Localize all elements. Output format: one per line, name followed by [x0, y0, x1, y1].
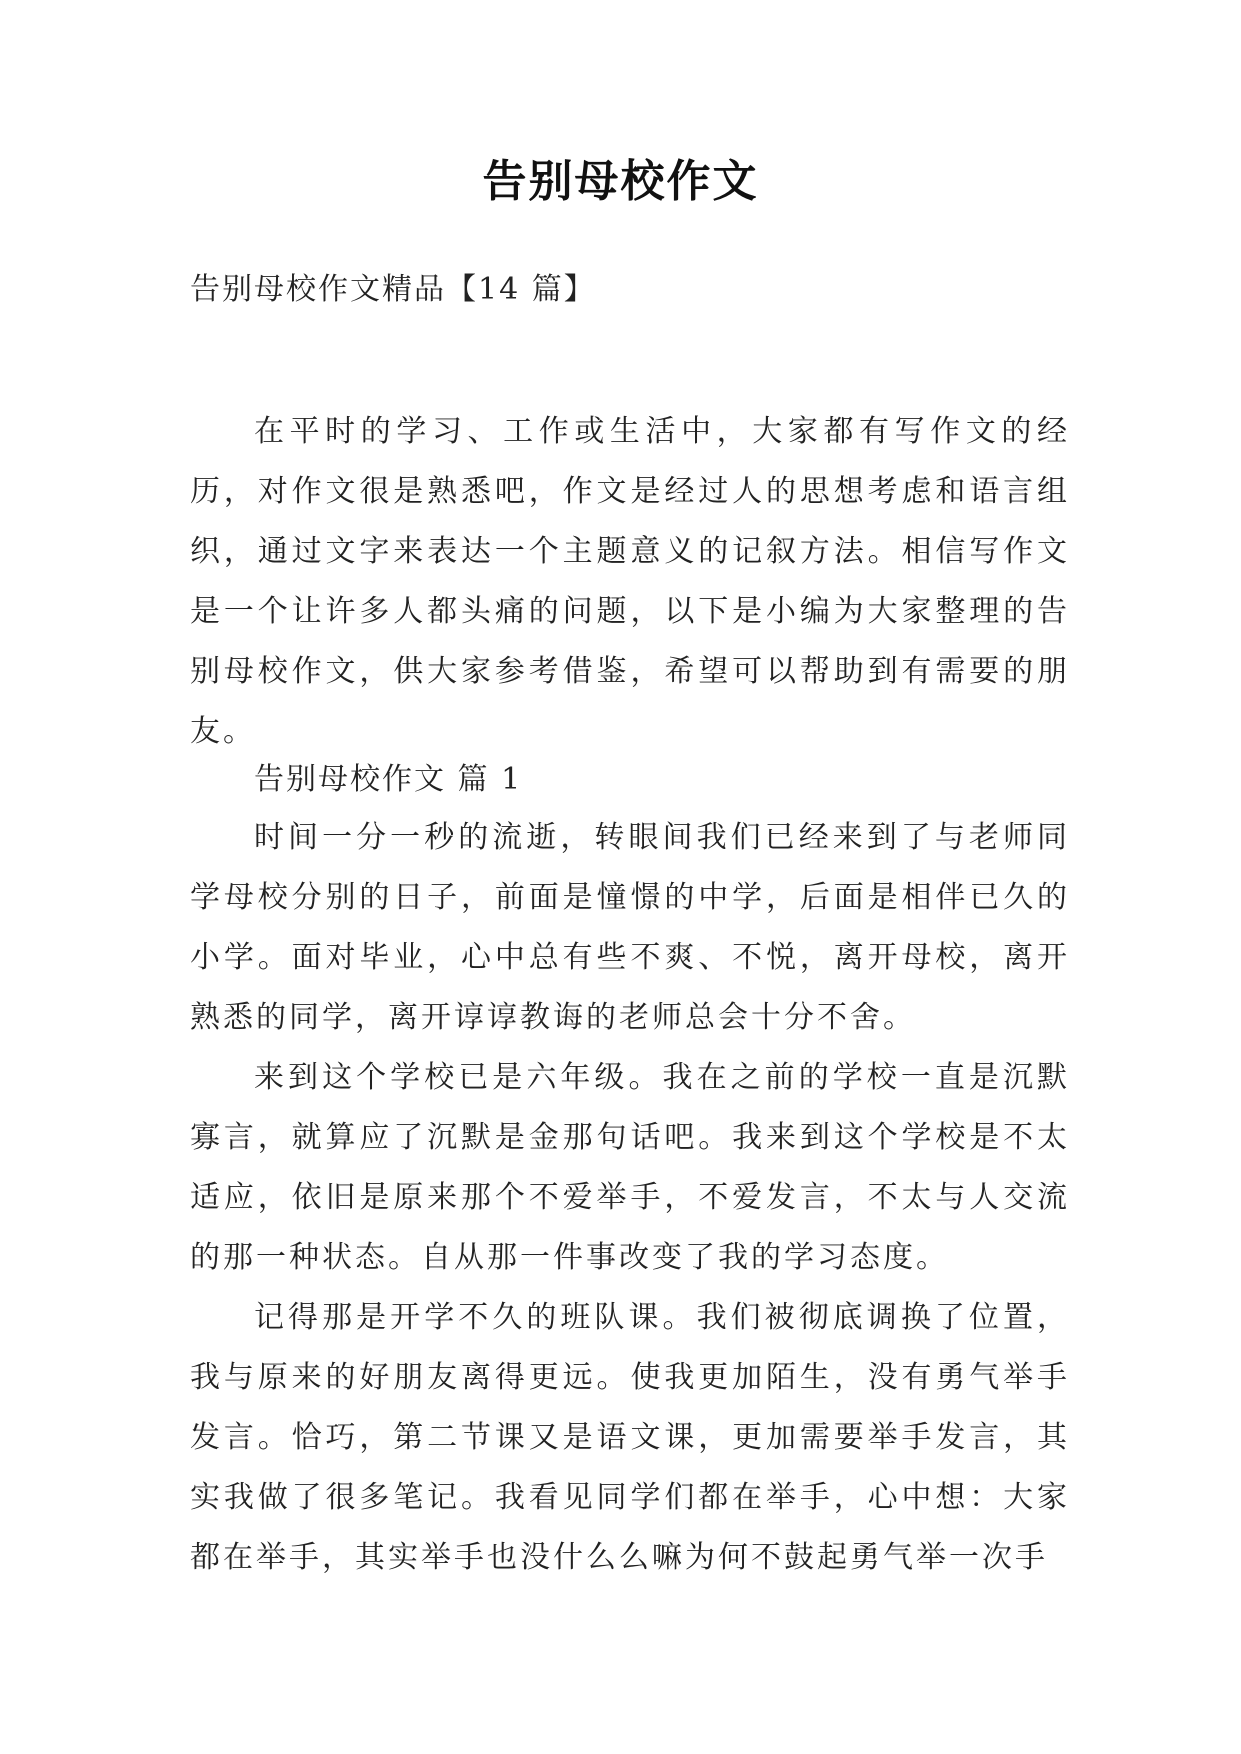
section-heading: 告别母校作文 篇 1 [254, 762, 523, 797]
essay-body [190, 808, 1070, 1588]
essay-paragraph-1: 时间一分一秒的流逝，转眼间我们已经来到了与老师同学母校分别的日子，前面是憧憬的中学，后面是相伴已久的小学。面对毕业，心中总有些不爽、不悦，离开母校，离开熟悉的同学，离开谆谆教诲的老师总会十分不舍。 [190, 820, 1070, 1035]
essay-paragraph-3: 记得那是开学不久的班队课。我们被彻底调换了位置，我与原来的好朋友离得更远。使我更加陌生，没有勇气举手发言。恰巧，第二节课又是语文课，更加需要举手发言，其实我做了很多笔记。我看见同学们都在举手，心中想：大家都在举手，其实举手也没什么么嘛为何不鼓起勇气举一次手 [190, 1300, 1070, 1575]
document-title: 告别母校作文 [482, 156, 759, 207]
essay-paragraph-2: 来到这个学校已是六年级。我在之前的学校一直是沉默寡言，就算应了沉默是金那句话吧。我来到这个学校是不太适应，依旧是原来那个不爱举手，不爱发言，不太与人交流的那一种状态。自从那一件事改变了我的学习态度。 [190, 1060, 1070, 1275]
intro-paragraph: 在平时的学习、工作或生活中，大家都有写作文的经历，对作文很是熟悉吧，作文是经过人的思想考虑和语言组织，通过文字来表达一个主题意义的记叙方法。相信写作文是一个让许多人都头痛的问题，以下是小编为大家整理的告别母校作文，供大家参考借鉴，希望可以帮助到有需要的朋友。 [190, 414, 1070, 749]
intro-section [190, 402, 1070, 762]
document-subtitle: 告别母校作文精品【14 篇】 [190, 272, 596, 307]
